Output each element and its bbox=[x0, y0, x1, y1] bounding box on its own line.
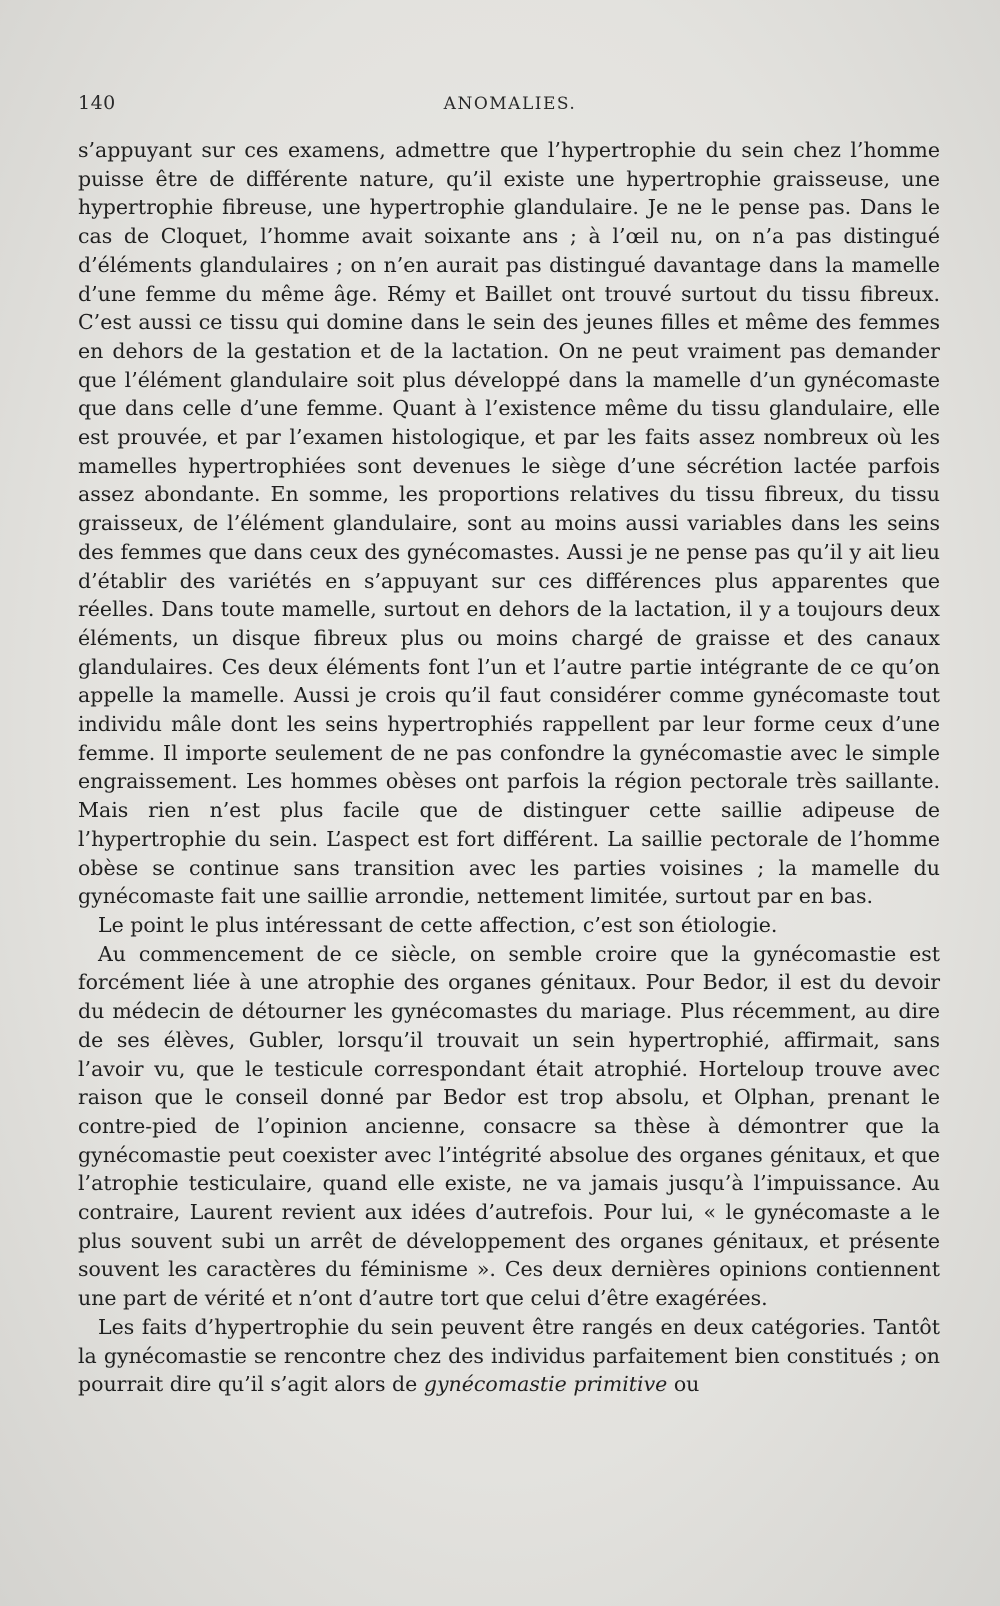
running-title: ANOMALIES. bbox=[443, 94, 577, 114]
paragraph-tail: ou bbox=[673, 1372, 700, 1397]
paragraph-last bbox=[78, 1313, 940, 1399]
paragraph-text: Les faits d’hypertrophie du sein peuvent être rangés en deux catégories. Tantôt la gynécomastie se rencontre chez des individus parfaitement bien constitués ; on pourrait dire qu’il s’agit alors de bbox=[78, 1314, 940, 1397]
body-text bbox=[78, 136, 940, 1399]
paragraph: Au commencement de ce siècle, on semble croire que la gynécomastie est forcément liée à une atrophie des organes génitaux. Pour Bedor, il est du devoir du médecin de détourner les gynécomastes du mariage. Plus récemment, au dire de ses élèves, Gubler, lorsqu’il trouvait un sein hypertrophié, affirmait, sans l’avoir vu, que le testicule correspondant était atrophié. Horteloup trouve avec raison que le conseil donné par Bedor est trop absolu, et Olphan, prenant le contre-pied de l’opinion ancienne, consacre sa thèse à démontrer que la gynécomastie peut coexister avec l’intégrité absolue des organes génitaux, et que l’atrophie testiculaire, quand elle existe, ne va jamais jusqu’à l’impuissance. Au contraire, Laurent revient aux idées d’autrefois. Pour lui, « le gynécomaste a le plus souvent subi un arrêt de développement des organes génitaux, et présente souvent les caractères du féminisme ». Ces deux dernières opinions contiennent une part de vérité et n’ont d’autre tort que celui d’être exagérées. bbox=[78, 941, 940, 1311]
paragraph: s’appuyant sur ces examens, admettre que l’hypertrophie du sein chez l’homme puisse être de différente nature, qu’il existe une hypertrophie graisseuse, une hypertrophie fibreuse, une hypertrophie glandulaire. Je ne le pense pas. Dans le cas de Cloquet, l’homme avait soixante ans ; à l’œil nu, on n’a pas distingué d’éléments glandulaires ; on n’en aurait pas distingué davantage dans la mamelle d’une femme du même âge. Rémy et Baillet ont trouvé surtout du tissu fibreux. C’est aussi ce tissu qui domine dans le sein des jeunes filles et même des femmes en dehors de la gestation et de la lactation. On ne peut vraiment pas demander que l’élément glandulaire soit plus développé dans la mamelle d’un gynécomaste que dans celle d’une femme. Quant à l’existence même du tissu glandulaire, elle est prouvée, et par l’examen histologique, et par les faits assez nombreux où les mamelles hypertrophiées sont devenues le siège d’une sécrétion lactée parfois assez abondante. En somme, les proportions relatives du tissu fibreux, du tissu graisseux, de l’élément glandulaire, sont au moins aussi variables dans les seins des femmes que dans ceux des gynécomastes. Aussi je ne pense pas qu’il y ait lieu d’établir des variétés en s’appuyant sur ces différences plus apparentes que réelles. Dans toute mamelle, surtout en dehors de la lactation, il y a toujours deux éléments, un disque fibreux plus ou moins chargé de graisse et des canaux glandulaires. Ces deux éléments font l’un et l’autre partie intégrante de ce qu’on appelle la mamelle. Aussi je crois qu’il faut considérer comme gynécomaste tout individu mâle dont les seins hypertrophiés rappellent par leur forme ceux d’une femme. Il importe seulement de ne pas confondre la gynécomastie avec le simple engraissement. Les hommes obèses ont parfois la région pectorale très saillante. Mais rien n’est plus facile que de distinguer cette saillie adipeuse de l’hypertrophie du sein. L’aspect est fort différent. La saillie pectorale de l’homme obèse se continue sans transition avec les parties voisines ; la mamelle du gynécomaste fait une saillie arrondie, nettement limitée, surtout par en bas. bbox=[78, 138, 940, 909]
italic-term: gynécomastie primitive bbox=[423, 1372, 668, 1397]
paragraph: Le point le plus intéressant de cette affection, c’est son étiologie. bbox=[98, 912, 778, 937]
page-number: 140 bbox=[78, 92, 116, 114]
running-head bbox=[78, 92, 942, 122]
